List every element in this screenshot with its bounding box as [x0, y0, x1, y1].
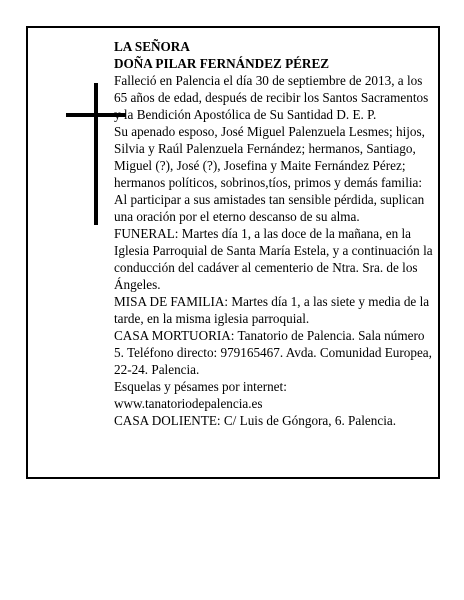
death-announcement: Falleció en Palencia el día 30 de septiembre de 2013, a los 65 años de edad, después de recibir los Santos Sacramentos y la Bendición Apostólica de Su Santidad D. E. P.: [114, 73, 429, 122]
funeral-home-info: CASA MORTUORIA: Tanatorio de Palencia. Sala número 5. Teléfono directo: 979165467. Avda. Comunidad Europea, 22-24. Palencia.: [114, 328, 432, 377]
title-line: LA SEÑORA: [114, 39, 190, 54]
deceased-name: DOÑA PILAR FERNÁNDEZ PÉREZ: [114, 56, 330, 71]
online-condolences: Esquelas y pésames por internet: www.tanatoriodepalencia.es: [114, 379, 287, 411]
cross-icon: [94, 83, 98, 225]
family-mass-info: MISA DE FAMILIA: Martes día 1, a las siete y media de la tarde, en la misma iglesia parroquial.: [114, 294, 430, 326]
funeral-info: FUNERAL: Martes día 1, a las doce de la mañana, en la Iglesia Parroquial de Santa María Estela, y a continuación la conducción del cadáver al cementerio de Ntra. Sra. de los Ángeles.: [114, 226, 433, 292]
prayer-request: Al participar a sus amistades tan sensible pérdida, suplican una oración por el eterno descanso de su alma.: [114, 192, 425, 224]
obituary-text: [114, 38, 434, 429]
family-list: Su apenado esposo, José Miguel Palenzuela Lesmes; hijos, Silvia y Raúl Palenzuela Fernández; hermanos, Santiago, Miguel (?), José (?), Josefina y Maite Fernández Pérez; hermanos políticos, sobrinos,tíos, primos y demás familia:: [114, 124, 425, 190]
mourning-home: CASA DOLIENTE: C/ Luis de Góngora, 6. Palencia.: [114, 413, 397, 428]
